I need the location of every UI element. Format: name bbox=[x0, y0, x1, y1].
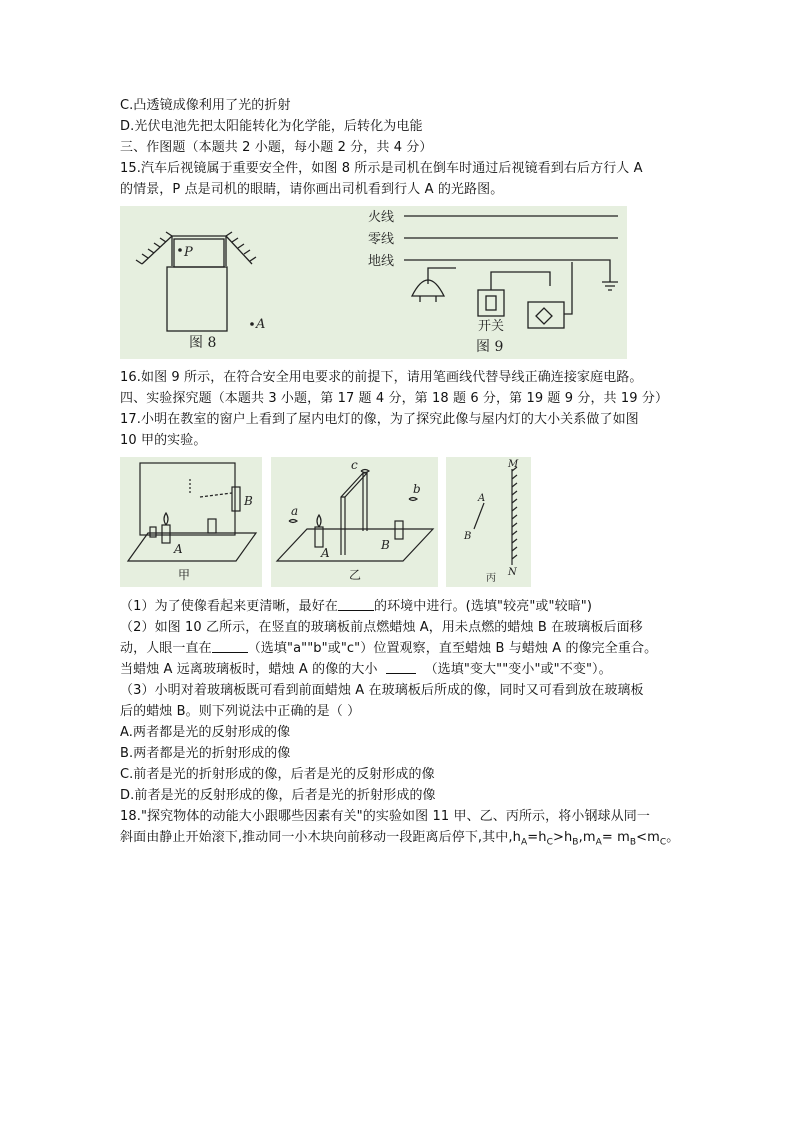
q17-2-text-c1: 当蜡烛 A 远离玻璃板时，蜡烛 A 的像的大小 bbox=[120, 662, 378, 677]
choice-d: D.前者是光的反射形成的像，后者是光的折射形成的像 bbox=[120, 788, 436, 803]
option-d: D.光伏电池先把太阳能转化为化学能，后转化为电能 bbox=[120, 119, 423, 134]
option-c: C.凸透镜成像利用了光的折射 bbox=[120, 98, 291, 113]
question-17-part-3-line-2: 后的蜡烛 B。则下列说法中正确的是（ ） bbox=[120, 704, 361, 719]
fig10-bing-label-b: B bbox=[464, 531, 472, 542]
fig10-yi-caption: 乙 bbox=[349, 568, 362, 582]
choice-b: B.两者都是光的折射形成的像 bbox=[120, 746, 291, 761]
fig10-bing-label-n: N bbox=[508, 567, 517, 578]
fig10-jia-caption: 甲 bbox=[178, 568, 191, 582]
q18-condition: $h_A=h_C>h_B,m_A= m_B<m_C$。 bbox=[512, 830, 680, 848]
q17-1-text-b: 的环境中进行。(选填"较亮"或"较暗") bbox=[373, 599, 593, 614]
fig10-yi-label-eye-c: c bbox=[351, 458, 358, 472]
fig10-jia-label-b: B bbox=[244, 494, 253, 508]
choice-a: A.两者都是光的反射形成的像 bbox=[120, 725, 291, 740]
fig10-bing-caption: 丙 bbox=[486, 573, 496, 584]
question-17-part-1 bbox=[120, 598, 592, 616]
question-18-line-2 bbox=[120, 829, 679, 852]
fig9-switch-label: 开关 bbox=[478, 319, 505, 334]
q17-1-blank[interactable] bbox=[338, 598, 374, 611]
figure-10-bing bbox=[446, 457, 531, 587]
choice-c: C.前者是光的折射形成的像，后者是光的反射形成的像 bbox=[120, 767, 435, 782]
question-17-part-2-line-1: （2）如图 10 乙所示，在竖直的玻璃板前点燃蜡烛 A，用未点燃的蜡烛 B 在玻璃板后面移 bbox=[120, 620, 643, 635]
fig10-jia-label-a: A bbox=[174, 542, 183, 556]
section-4-heading: 四、实验探究题（本题共 3 小题，第 17 题 4 分，第 18 题 6 分，第 19 题 9 分，共 19 分） bbox=[120, 391, 669, 406]
question-17-part-3-line-1: （3）小明对着玻璃板既可看到前面蜡烛 A 在玻璃板后所成的像，同时又可看到放在玻璃板 bbox=[120, 683, 644, 698]
q17-2-text-b2: （选填"a""b"或"c"）位置观察，直至蜡烛 B 与蜡烛 A 的像完全重合。 bbox=[247, 641, 658, 656]
figure-10-jia bbox=[120, 457, 262, 587]
fig10-yi-label-eye-a: a bbox=[291, 504, 299, 518]
fig8-caption: 图 8 bbox=[189, 335, 217, 351]
q17-2-blank-position[interactable] bbox=[212, 640, 248, 653]
q17-1-text-a: （1）为了使像看起来更清晰，最好在 bbox=[120, 599, 338, 614]
fig10-bing-label-m: M bbox=[508, 459, 519, 470]
fig10-yi-label-b: B bbox=[381, 538, 390, 552]
q17-2-text-c2: （选填"变大""变小"或"不变"）。 bbox=[424, 662, 612, 677]
figure-10-yi bbox=[271, 457, 438, 587]
q18-text: 斜面由静止开始滚下,推动同一小木块向前移动一段距离后停下,其中, bbox=[120, 830, 513, 845]
figure-8-9 bbox=[120, 206, 627, 359]
question-17-line-2: 10 甲的实验。 bbox=[120, 433, 207, 448]
question-17-part-2-line-2 bbox=[120, 640, 657, 658]
q17-2-text-b1: 动，人眼一直在 bbox=[120, 641, 212, 656]
question-15-line-2: 的情景，P 点是司机的眼睛，请你画出司机看到行人 A 的光路图。 bbox=[120, 182, 504, 197]
fig10-bing-label-a: A bbox=[478, 493, 486, 504]
fig9-caption: 图 9 bbox=[476, 339, 504, 355]
fig9-neutral-label: 零线 bbox=[368, 232, 395, 247]
fig10-yi-label-eye-b: b bbox=[413, 482, 421, 496]
question-16: 16.如图 9 所示，在符合安全用电要求的前提下，请用笔画线代替导线正确连接家庭电路。 bbox=[120, 370, 643, 385]
fig9-live-label: 火线 bbox=[368, 210, 395, 225]
q17-2-blank-size[interactable] bbox=[386, 661, 416, 674]
question-17-part-2-line-3 bbox=[120, 661, 612, 679]
section-3-heading: 三、作图题（本题共 2 小题，每小题 2 分，共 4 分） bbox=[120, 140, 433, 155]
question-18-line-1: 18."探究物体的动能大小跟哪些因素有关"的实验如图 11 甲、乙、丙所示，将小钢球从同一 bbox=[120, 809, 650, 824]
fig9-ground-label: 地线 bbox=[368, 254, 395, 269]
question-15-line-1: 15.汽车后视镜属于重要安全件，如图 8 所示是司机在倒车时通过后视镜看到右后方行人 A bbox=[120, 161, 643, 176]
fig8-label-a: A bbox=[256, 317, 266, 332]
fig10-yi-label-a: A bbox=[321, 546, 330, 560]
question-17-line-1: 17.小明在教室的窗户上看到了屋内电灯的像，为了探究此像与屋内灯的大小关系做了如图 bbox=[120, 412, 639, 427]
fig8-label-p: P bbox=[184, 245, 193, 260]
